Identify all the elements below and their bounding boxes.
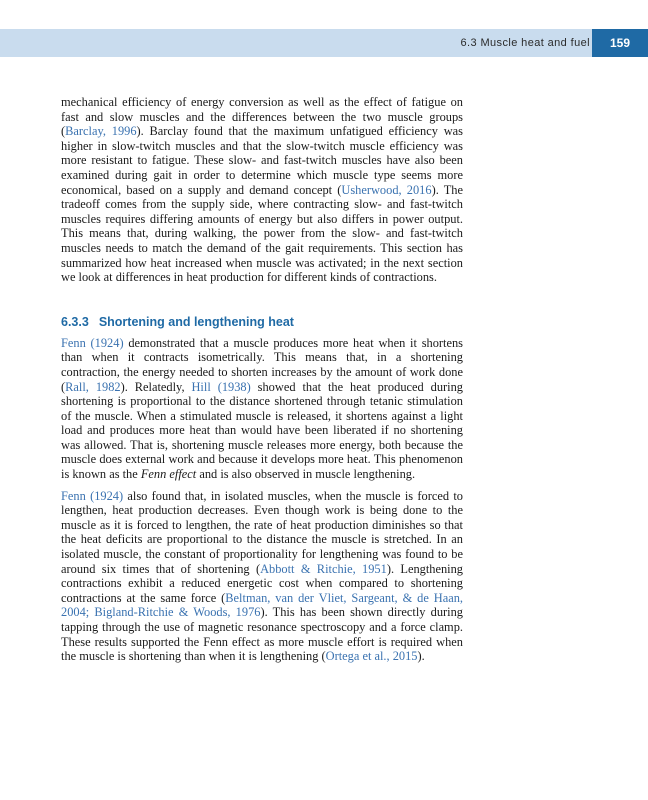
citation-link[interactable]: Fenn (1924) <box>61 488 124 503</box>
citation-link[interactable]: Usherwood, 2016 <box>341 182 432 197</box>
paragraph <box>61 489 463 664</box>
paragraph-text: ). The tradeoff comes from the supply side, where contracting slow- and fast-twitch muscles requires differing amounts of energy but also differs in power output. This means that, during walking, the power from the slow- and fast-twitch muscles needs to match the demand of the gait requirements. This section has summarized how heat increased when muscle was activated; in the next section we look at differences in heat production for different kinds of contractions. <box>61 182 463 285</box>
section-number: 6.3.3 <box>61 314 89 329</box>
citation-link[interactable]: Ortega et al., 2015 <box>325 649 418 664</box>
paragraph <box>61 336 463 482</box>
paragraph-text: also found that, in isolated muscles, when the muscle is forced to lengthen, heat production decreases. Even though work is being done to the muscle as it is forced to lengthen, the rate of heat production diminishes so that the heat deficits are proportional to the distance the muscle is stretched. In an isolated muscle, the constant of proportionality for lengthening was found to be around six times that of shortening ( <box>61 488 463 576</box>
paragraph-text: ). Relatedly, <box>120 379 192 394</box>
paragraph-text: ). Barclay found that the maximum unfatigued efficiency was higher in slow-twitch muscles and that the slow-twitch muscle efficiency was more resistant to fatigue. These slow- and fast-twitch muscles have also been examined during gait in order to determine which muscle type seems more economical, based on a supply and demand concept ( <box>61 124 463 197</box>
section-title: Shortening and lengthening heat <box>98 314 294 329</box>
citation-link[interactable]: Abbott & Ritchie, 1951 <box>260 561 387 576</box>
paragraph-text: mechanical efficiency of energy conversion as well as the effect of fatigue on fast and slow muscles and the differences between the two muscle groups ( <box>61 95 463 139</box>
page-content <box>61 95 463 664</box>
citation-link[interactable]: Beltman, van der Vliet, Sargeant, & de Haan, 2004; Bigland-Ritchie & Woods, 1976 <box>61 590 464 620</box>
citation-link[interactable]: Barclay, 1996 <box>65 124 137 139</box>
running-title: 6.3 Muscle heat and fuel <box>460 37 590 49</box>
emphasized-term: Fenn effect <box>140 467 197 482</box>
page-number: 159 <box>592 29 648 57</box>
paragraph-text: ). This has been shown directly during tapping through the use of magnetic resonance spectroscopy and a force clamp. These results supported the Fenn effect as more muscle effort is required when the muscle is shortening than when it is lengthening ( <box>61 605 463 664</box>
citation-link[interactable]: Rall, 1982 <box>65 379 121 394</box>
paragraph-text: and is also observed in muscle lengthening. <box>196 467 416 482</box>
paragraph-text: ). <box>417 649 425 664</box>
citation-link[interactable]: Fenn (1924) <box>61 335 124 350</box>
section-heading <box>61 315 463 329</box>
paragraph-text: showed that the heat produced during shortening is proportional to the distance shortened through tetanic stimulation of the muscle. When a stimulated muscle is released, it shortens against a light load and produces more heat than would have been liberated if no shortening was allowed. That is, shortening muscle releases more energy, both because the muscle does external work and because it develops more heat. This phenomenon is known as the <box>61 379 463 482</box>
paragraph <box>61 95 463 285</box>
paragraph-text: ). Lengthening contractions exhibit a reduced energetic cost when compared to shortening contractions at the same force ( <box>61 561 463 605</box>
paragraph-text: demonstrated that a muscle produces more heat when it shortens than when it contracts isometrically. This means that, in a shortening contraction, the energy needed to shorten increases by the amount of work done ( <box>61 335 464 394</box>
citation-link[interactable]: Hill (1938) <box>191 379 251 394</box>
